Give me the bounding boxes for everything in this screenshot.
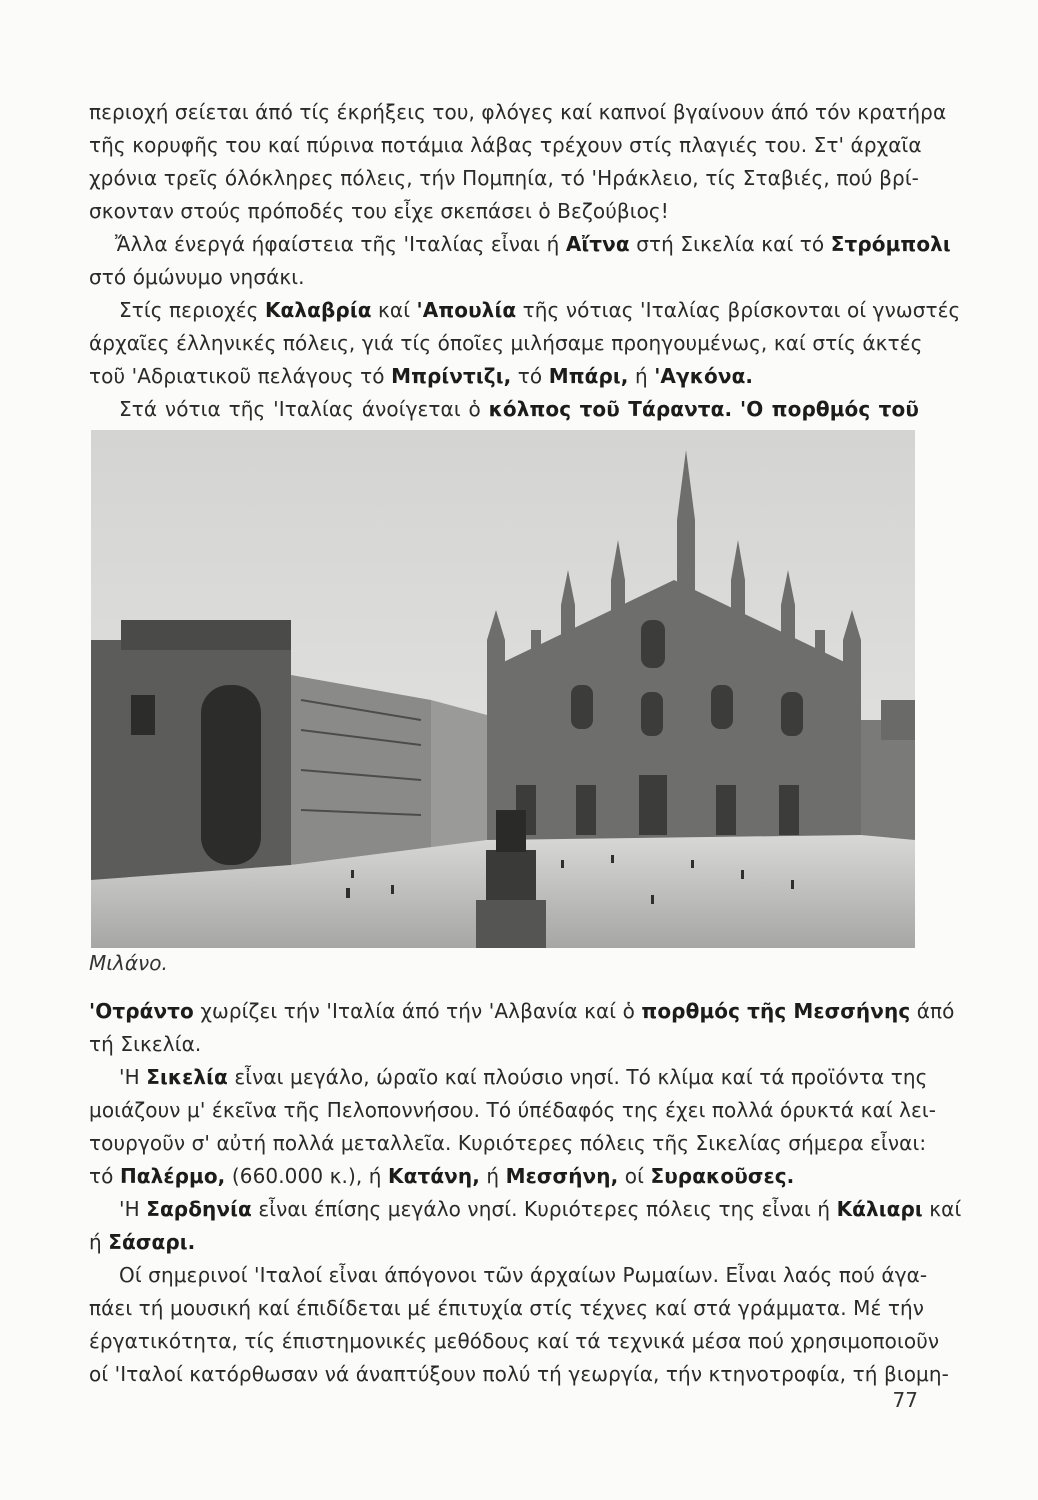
bold-term: Σάσαρι. bbox=[108, 1230, 196, 1254]
text-span: Στά νότια τῆς 'Ιταλίας άνοίγεται ὁ bbox=[119, 397, 489, 421]
text-span: σκονταν στούς πρόποδές του εἶχε σκεπάσει ὁ Βεζούβιος! bbox=[89, 199, 669, 223]
text-line bbox=[89, 1358, 949, 1391]
text-line bbox=[89, 228, 951, 261]
text-span bbox=[732, 397, 740, 421]
text-span: Ἄλλα ένεργά ήφαίστεια τῆς 'Ιταλίας εἶναι ή bbox=[115, 232, 566, 256]
page-number: 77 bbox=[892, 1388, 918, 1412]
text-span: Στίς περιοχές bbox=[119, 298, 265, 322]
text-line bbox=[89, 1193, 962, 1226]
text-span: τή Σικελία. bbox=[89, 1032, 202, 1056]
bold-term: Μπάρι, bbox=[548, 364, 629, 388]
text-line bbox=[89, 1127, 927, 1160]
text-span: περιοχή σείεται άπό τίς έκρήξεις του, φλόγες καί καπνοί βγαίνουν άπό τόν κρατήρα bbox=[89, 100, 947, 124]
text-span: καί bbox=[371, 298, 417, 322]
text-line bbox=[89, 129, 922, 162]
text-line bbox=[89, 1061, 928, 1094]
bold-term: Καλαβρία bbox=[264, 298, 372, 322]
text-line bbox=[89, 1292, 925, 1325]
text-line bbox=[89, 1325, 940, 1358]
text-span: ή bbox=[628, 364, 655, 388]
bold-term: 'Οτράντο bbox=[89, 999, 194, 1023]
text-span: εἶναι μεγάλο, ώραῖο καί πλούσιο νησί. Τό κλίμα καί τά προϊόντα της bbox=[227, 1065, 928, 1089]
bold-term: Στρόμπολι bbox=[830, 232, 951, 256]
bold-term: πορθμός τῆς Μεσσήνης bbox=[641, 999, 911, 1023]
text-span: τοῦ 'Αδριατικοῦ πελάγους τό bbox=[89, 364, 392, 388]
text-line bbox=[89, 360, 919, 393]
photo-caption: Μιλάνο. bbox=[89, 951, 168, 975]
text-span: τό bbox=[89, 1164, 120, 1188]
bold-term: Σαρδηνία bbox=[146, 1197, 252, 1221]
text-span: οί 'Ιταλοί κατόρθωσαν νά άναπτύξουν πολύ τή γεωργία, τήν κτηνοτροφία, τή βιομη- bbox=[89, 1362, 949, 1386]
text-line bbox=[89, 162, 919, 195]
text-span: οί bbox=[618, 1164, 651, 1188]
bold-term: 'Ο πορθμός τοῦ bbox=[739, 397, 919, 421]
text-line bbox=[89, 327, 923, 360]
text-span: ή bbox=[89, 1230, 109, 1254]
bold-term: Μεσσήνη, bbox=[505, 1164, 619, 1188]
text-line bbox=[89, 261, 919, 294]
text-span: 'Η bbox=[119, 1065, 147, 1089]
text-span: καί bbox=[922, 1197, 962, 1221]
text-span: άρχαῖες έλληνικές πόλεις, γιά τίς όποῖες μιλήσαμε προηγουμένως, καί στίς άκτές bbox=[89, 331, 923, 355]
text-block-top bbox=[89, 96, 961, 426]
text-span: έργατικότητα, τίς έπιστημονικές μεθόδους καί τά τεχνικά μέσα πού χρησιμοποιοῦν bbox=[89, 1329, 940, 1353]
text-line bbox=[89, 1094, 937, 1127]
bold-term: Κάλιαρι bbox=[836, 1197, 923, 1221]
text-line bbox=[89, 393, 919, 426]
text-span: τῆς κορυφῆς του καί πύρινα ποτάμια λάβας τρέχουν στίς πλαγιές του. Στ' άρχαῖα bbox=[89, 133, 922, 157]
text-line bbox=[89, 1160, 919, 1193]
text-span: χωρίζει τήν 'Ιταλία άπό τήν 'Αλβανία καί ὁ bbox=[193, 999, 642, 1023]
text-line bbox=[89, 1226, 919, 1259]
text-span: 'Η bbox=[119, 1197, 147, 1221]
text-span: μοιάζουν μ' έκεῖνα τῆς Πελοποννήσου. Τό ύπέδαφός της έχει πολλά όρυκτά καί λει- bbox=[89, 1098, 937, 1122]
text-span: άπό bbox=[910, 999, 955, 1023]
text-line bbox=[89, 1028, 919, 1061]
text-span: χρόνια τρεῖς όλόκληρες πόλεις, τήν Πομπηία, τό 'Ηράκλειο, τίς Σταβιές, πού βρί- bbox=[89, 166, 919, 190]
text-span: στή Σικελία καί τό bbox=[629, 232, 831, 256]
text-span: εἶναι έπίσης μεγάλο νησί. Κυριότερες πόλεις της εἶναι ή bbox=[251, 1197, 837, 1221]
text-span: τουργοῦν σ' αὐτή πολλά μεταλλεῖα. Κυριότερες πόλεις τῆς Σικελίας σήμερα εἶναι: bbox=[89, 1131, 927, 1155]
text-span: ή bbox=[479, 1164, 506, 1188]
text-line bbox=[89, 294, 961, 327]
text-line bbox=[89, 96, 947, 129]
bold-term: κόλπος τοῦ Τάραντα. bbox=[488, 397, 733, 421]
text-span: τό bbox=[511, 364, 549, 388]
bold-term: Σικελία bbox=[146, 1065, 228, 1089]
text-span: (660.000 κ.), ή bbox=[225, 1164, 389, 1188]
text-span: στό όμώνυμο νησάκι. bbox=[89, 265, 305, 289]
milan-cathedral-photo bbox=[91, 430, 915, 948]
text-span: τῆς νότιας 'Ιταλίας βρίσκονται οί γνωστές bbox=[516, 298, 961, 322]
bold-term: Κατάνη, bbox=[388, 1164, 480, 1188]
text-span: πάει τή μουσική καί έπιδίδεται μέ έπιτυχία στίς τέχνες καί στά γράμματα. Μέ τήν bbox=[89, 1296, 925, 1320]
bold-term: Παλέρμο, bbox=[119, 1164, 226, 1188]
text-span: Οί σημερινοί 'Ιταλοί εἶναι άπόγονοι τῶν άρχαίων Ρωμαίων. Εἶναι λαός πού άγα- bbox=[119, 1263, 928, 1287]
text-line bbox=[89, 1259, 928, 1292]
bold-term: Συρακοῦσες. bbox=[650, 1164, 795, 1188]
text-line bbox=[89, 995, 955, 1028]
text-block-bottom bbox=[89, 995, 962, 1391]
bold-term: Αἴτνα bbox=[565, 232, 630, 256]
text-line bbox=[89, 195, 919, 228]
bold-term: Μπρίντιζι, bbox=[391, 364, 512, 388]
bold-term: 'Αγκόνα. bbox=[654, 364, 754, 388]
bold-term: 'Απουλία bbox=[416, 298, 517, 322]
